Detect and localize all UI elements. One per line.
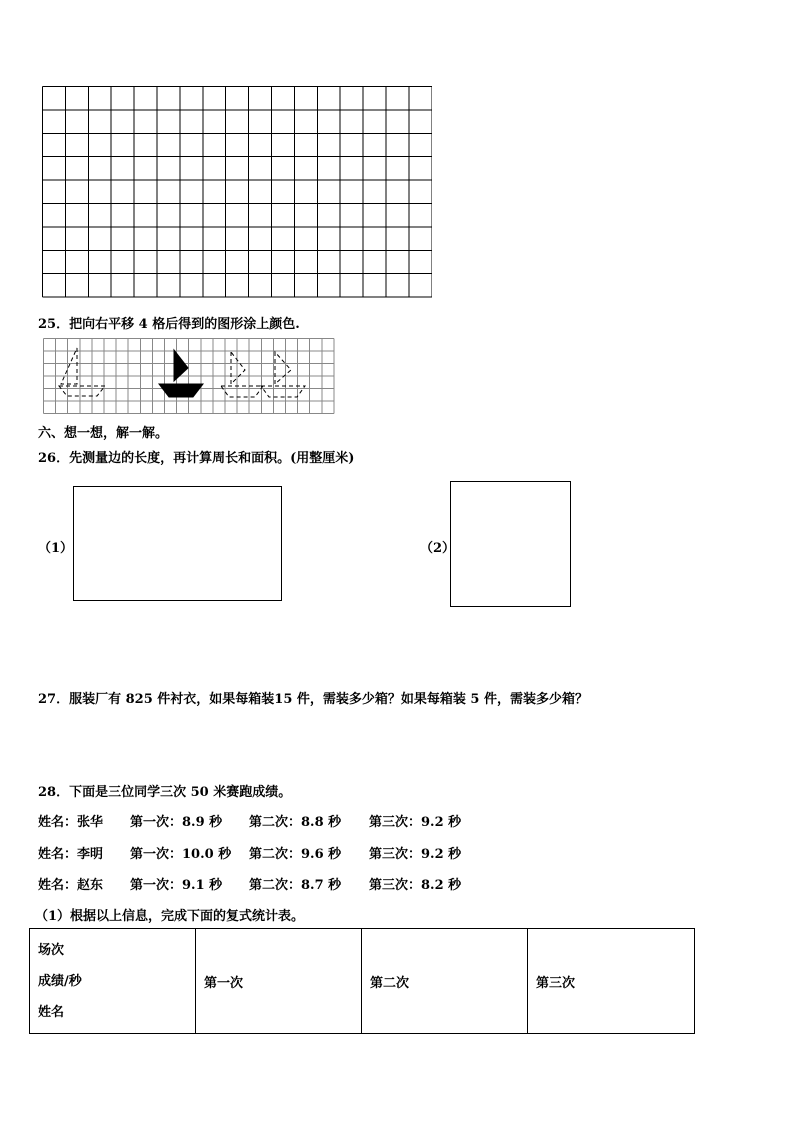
score-first: 第一次：9.1 秒 bbox=[130, 878, 223, 893]
boat-grid-figure bbox=[43, 338, 335, 414]
q25-text: 25．把向右平移 4 格后得到的图形涂上颜色. bbox=[38, 317, 300, 332]
score-third: 第三次：9.2 秒 bbox=[369, 815, 462, 830]
score-name: 姓名：赵东 bbox=[38, 878, 104, 893]
measure-rectangle-1 bbox=[73, 486, 282, 601]
q26-label-2: （2） bbox=[420, 541, 456, 556]
score-second: 第二次：8.8 秒 bbox=[249, 815, 342, 830]
score-third: 第三次：9.2 秒 bbox=[369, 847, 462, 862]
dashed-boat-right bbox=[261, 352, 305, 397]
q28-text: 28．下面是三位同学三次 50 米赛跑成绩。 bbox=[38, 785, 292, 800]
column-header-third: 第三次 bbox=[528, 929, 695, 1034]
score-first: 第一次：10.0 秒 bbox=[130, 847, 232, 862]
section-6-heading: 六、想一想，解一解。 bbox=[38, 426, 169, 441]
q28-sub-1: （1）根据以上信息，完成下面的复式统计表。 bbox=[35, 909, 305, 924]
score-name: 姓名：张华 bbox=[38, 815, 104, 830]
score-name: 姓名：李明 bbox=[38, 847, 104, 862]
score-second: 第二次：9.6 秒 bbox=[249, 847, 342, 862]
header-line-score: 成绩/秒 bbox=[38, 973, 82, 989]
score-third: 第三次：8.2 秒 bbox=[369, 878, 462, 893]
table-header-diagonal-cell bbox=[30, 929, 196, 1034]
column-header-second: 第二次 bbox=[362, 929, 528, 1034]
column-header-first: 第一次 bbox=[196, 929, 362, 1034]
solid-boat bbox=[159, 350, 203, 397]
header-line-session: 场次 bbox=[38, 942, 65, 958]
score-second: 第二次：8.7 秒 bbox=[249, 878, 342, 893]
header-line-name: 姓名 bbox=[38, 1004, 65, 1020]
measure-rectangle-2 bbox=[450, 481, 571, 607]
q26-text: 26．先测量边的长度，再计算周长和面积。(用整厘米) bbox=[38, 451, 355, 466]
top-square-grid bbox=[42, 86, 432, 298]
dashed-boat-middle bbox=[221, 352, 263, 397]
statistics-table bbox=[29, 928, 695, 1034]
score-first: 第一次：8.9 秒 bbox=[130, 815, 223, 830]
q26-label-1: （1） bbox=[38, 541, 74, 556]
q27-text: 27．服装厂有 825 件衬衣，如果每箱装15 件，需装多少箱？如果每箱装 5 件，需装多少箱？ bbox=[38, 692, 588, 707]
